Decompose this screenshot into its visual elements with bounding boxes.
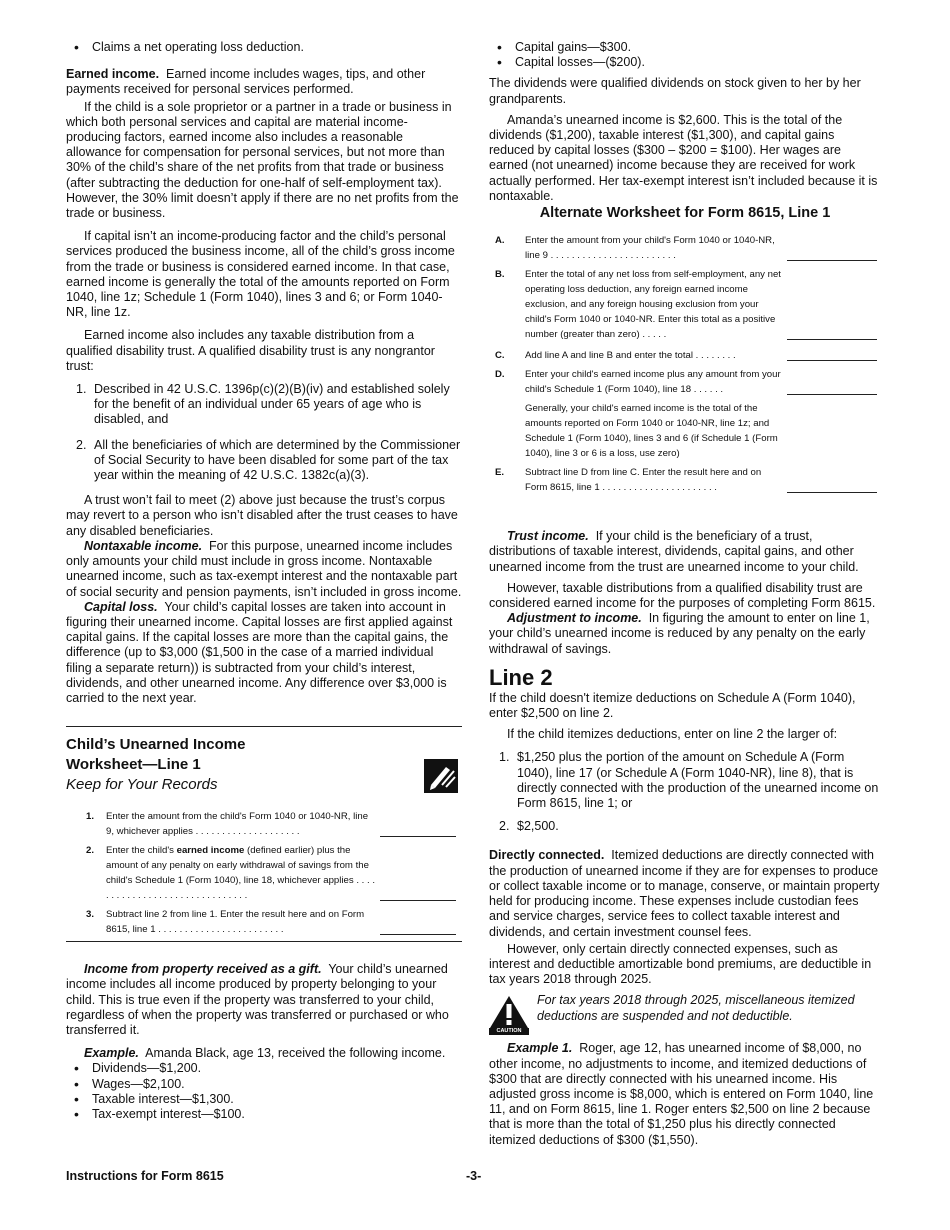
bullet-list [66,40,462,55]
worksheet-note [495,401,881,461]
paragraph: However, taxable distributions from a qualified disability trust are considered earned income for the purposes of completing Form 8615. [489,580,876,611]
worksheet-title: Worksheet—Line 1 [66,756,201,774]
example-heading: Example. [84,1046,139,1061]
list-item: • Capital losses—($200). [489,55,881,70]
divider [66,941,462,942]
paragraph: The dividends were qualified dividends on stock given to her by her grandparents. [489,76,861,106]
paragraph: If capital isn’t an income-producing factor and the child’s personal services produced the business income, all of the child’s gross income from the trade or business is considered earned income. In that case, earned income is generally the total of the amounts reported on Form 1040, line 1z; Schedule 1 (Form 1040), lines 3 and 6; or Form 1040-NR, line 1z. [66,229,455,320]
answer-line[interactable] [380,900,456,901]
pencil-note-icon [424,759,458,793]
trust-income-text: If your child is the beneficiary of a trust, distributions of taxable interest, dividends, capital gains, and other unearned income from the trust are unearned income to your child. [489,529,859,574]
capital-loss-paragraph [66,600,462,706]
worksheet-line [86,809,462,839]
directly-connected-text: Itemized deductions are directly connected with the production of unearned income if they are for expenses to produce or collect taxable income or to manage, conserve, or maintain property held for producing income. These expenses include custodian fees and service charges, service fees to collect taxable interest and dividends, and certain investment counsel fees. [489,848,880,939]
adjustment-paragraph [489,611,881,657]
item-text: $1,250 plus the portion of the amount on Schedule A (Form 1040), line 17 (or Schedule A (Form 1040-NR), line 8), that is directly connected with the production of the unearned income on Form 8615, line 1; or [517,750,879,811]
paragraph: If the child doesn't itemize deductions on Schedule A (Form 1040), enter $2,500 on line 2. [489,690,856,721]
trust-income-paragraph [489,529,881,575]
trust-income-heading: Trust income. [507,529,589,544]
caution-label: CAUTION [496,1028,522,1035]
line-label: A. [495,235,505,247]
alternate-worksheet-title: Alternate Worksheet for Form 8615, Line 1 [539,205,831,222]
worksheet-lines [66,809,462,937]
footer-form-title: Instructions for Form 8615 [66,1169,224,1183]
answer-line[interactable] [787,394,877,395]
page-number: -3- [466,1169,482,1183]
item-text: Described in 42 U.S.C. 1396p(c)(2)(B)(iv) and established solely for the benefit of an individual under 65 years of age who is disabled, and [94,382,450,427]
worksheet-subtitle: Keep for Your Records [66,776,218,794]
worksheet-line [86,907,462,937]
line-text: Generally, your child's earned income is the total of the amounts reported on Form 1040 or 1040-NR, line 1z; and Schedule 1 (Form 1040), lines 3 and 6 (if Schedule 1 (Form 1040), line 3 or 6 is a loss, use zero) [525,403,778,460]
adjustment-text: In figuring the amount to enter on line 1, your child’s unearned income is reduced by any penalty on the early withdrawal of savings. [489,611,870,656]
line-text: Enter the amount from your child's Form 1040 or 1040-NR, line 9 . . . . . . . . . . . . . . . . . . . . . . . . [525,235,775,262]
line-2-heading: Line 2 [489,664,553,690]
list-item: • Claims a net operating loss deduction. [66,40,462,55]
item-number: 1. [76,382,87,397]
earned-income-text: Earned income includes wages, tips, and other payments received for personal services performed. [66,67,426,97]
example-text: Amanda Black, age 13, received the following income. [145,1046,446,1061]
example-paragraph [66,1046,462,1061]
list-item [489,750,881,811]
paragraph: Amanda’s unearned income is $2,600. This is the total of the dividends ($1,200), taxable interest ($1,300), and capital gains reduced by capital losses ($300 – $200 = $100). Her wages are earned (not unearned) income because they are received for work actually performed. Her tax-exempt interest isn’t included because it is nontaxable. [489,112,878,203]
worksheet-line [495,367,881,397]
example-1-heading: Example 1. [507,1041,573,1056]
line-label: C. [495,350,505,362]
example-1-paragraph [489,1041,881,1147]
paragraph: If the child itemizes deductions, enter on line 2 the larger of: [507,727,838,742]
item-number: 2. [499,819,510,834]
worksheet-line [495,267,881,342]
worksheet-line [495,465,881,495]
gift-text: Your child’s unearned income includes all income produced by property belonging to your child. This is true even if the property was transferred to your child, regardless of when the property was transferred or purchased or who transferred it. [66,962,449,1037]
line-number: 2. [86,845,95,857]
worksheet-line [86,843,462,903]
capital-loss-heading: Capital loss. [84,599,158,614]
caution-text: For tax years 2018 through 2025, miscellaneous itemized deductions are suspended and not deductible. [537,993,855,1023]
answer-line[interactable] [787,339,877,340]
capital-loss-text: Your child’s capital losses are taken into account in figuring their unearned income. Capital losses are first applied against capital gains. If the capital losses are more than the capital gains, the difference (up to $3,000 ($1,500 in the case of a married individual filing a separate return)) is subtracted from your child’s interest, dividends, and other unearned income. Any difference over $3,000 is carried to the next year. [66,599,453,705]
paragraph: If the child is a sole proprietor or a partner in a trade or business in which both personal services and capital are material income-producing factors, earned income also includes a reasonable allowance for compensation for personal services, but not more than 30% of the child’s share of the net profits from that trade or business (after subtracting the deduction for one-half of self-employment tax). However, the 30% limit doesn’t apply if there are no net profits from the trade or business. [66,99,459,221]
answer-line[interactable] [787,492,877,493]
caution-note [489,993,881,1033]
item-text: $2,500. [517,819,559,834]
gift-paragraph [66,962,462,1038]
caution-icon [489,995,529,1035]
list-item [66,438,462,484]
worksheet-line [495,348,881,363]
line-text: Subtract line 2 from line 1. Enter the result here and on Form 8615, line 1 . . . . . . . . . . . . . . . . . . . . . . . . [106,909,365,936]
earned-income-paragraph [66,67,462,97]
line-text-part: Enter the child's [106,845,177,857]
alternate-worksheet [489,233,881,495]
line-text: Enter your child's earned income plus any amount from your child's Schedule 1 (Form 1040), line 18 . . . . . . [525,369,781,396]
trust-list [66,382,462,483]
item-number: 2. [76,437,87,452]
line-text: Enter the amount from the child's Form 1040 or 1040-NR, line 9, whichever applies . . . . . . . . . . . . . . . . . . . . [106,811,369,838]
item-number: 1. [499,750,510,765]
left-column [66,40,462,1122]
answer-line[interactable] [787,260,877,261]
answer-line[interactable] [787,360,877,361]
list-item: • Capital gains—$300. [489,40,881,55]
line-label: B. [495,269,505,281]
line-text: Subtract line D from line C. Enter the result here and on Form 8615, line 1 . . . . . . . . . . . . . . . . . . . . . . [525,467,762,494]
answer-line[interactable] [380,836,456,837]
example-list [66,1061,462,1122]
line-text: Enter the total of any net loss from self-employment, any net operating loss deduction, any foreign earned income exclusion, and any foreign housing exclusion from your child's Form 1040 or 1040-NR. Enter this total as a positive number (greater than zero) . . . . . [525,269,781,341]
right-column [489,40,881,1148]
nontaxable-paragraph [66,539,462,600]
paragraph: A trust won’t fail to meet (2) above just because the trust’s corpus may revert to a person who isn’t disabled after the trust ceases to have any disabled beneficiaries. [66,493,458,538]
paragraph: However, only certain directly connected expenses, such as interest and deductible amortizable bond premiums, are deductible in tax years 2018 through 2025. [489,941,872,987]
nontaxable-text: For this purpose, unearned income includes only amounts your child must include in gross income. Nontaxable unearned income, such as tax-exempt interest and the nontaxable part of social security and pension payments, isn’t included in gross income. [66,538,462,599]
list-item: • Wages—$2,100. [66,1077,462,1092]
worksheet-line [495,233,881,263]
line-text-part: (defined earlier) plus the amount of any penalty on early withdrawal of savings from the child's Schedule 1 (Form 1040), line 18, whichever applies . . . . . . . . . . . . . . . . . . . . . . . . . . . . . . . [106,845,375,902]
list-item [66,382,462,428]
line-2-list [489,750,881,834]
line-text [106,843,376,903]
line-text: Add line A and line B and enter the total . . . . . . . . [525,350,736,362]
example-list-continued [489,40,881,70]
line-number: 1. [86,811,95,823]
list-item [489,819,881,834]
line-label: E. [495,467,505,479]
example-1-text: Roger, age 12, has unearned income of $8,000, no other income, no adjustments to income, and itemized deductions of $300 that are directly connected with his unearned income. His adjusted gross income is $8,000, which is entered on Form 1040, line 11, and on Form 8615, line 1. Roger enters $2,500 on line 2 because that is more than the total of $1,250 plus his directly connected itemized deductions of $300 ($1,550). [489,1041,874,1147]
line-text-bold: earned income [176,845,245,857]
list-item: • Dividends—$1,200. [66,1061,462,1076]
directly-connected-heading: Directly connected. [489,848,605,863]
earned-income-heading: Earned income. [66,67,160,82]
item-text: All the beneficiaries of which are determined by the Commissioner of Social Security to have been disabled for some part of the tax year within the meaning of 42 U.S.C. 1382c(a)(3). [94,437,461,483]
nontaxable-heading: Nontaxable income. [84,538,203,553]
list-item: • Tax-exempt interest—$100. [66,1107,462,1122]
unearned-income-worksheet [66,726,462,942]
directly-connected-paragraph [489,848,881,939]
worksheet-title: Child’s Unearned Income [66,736,246,754]
paragraph: Earned income also includes any taxable distribution from a qualified disability trust. A qualified disability trust is any nongrantor trust: [66,328,435,373]
adjustment-heading: Adjustment to income. [507,611,642,626]
answer-line[interactable] [380,934,456,935]
line-number: 3. [86,909,95,921]
list-item: • Taxable interest—$1,300. [66,1092,462,1107]
gift-heading: Income from property received as a gift. [84,962,322,977]
line-label: D. [495,369,505,381]
